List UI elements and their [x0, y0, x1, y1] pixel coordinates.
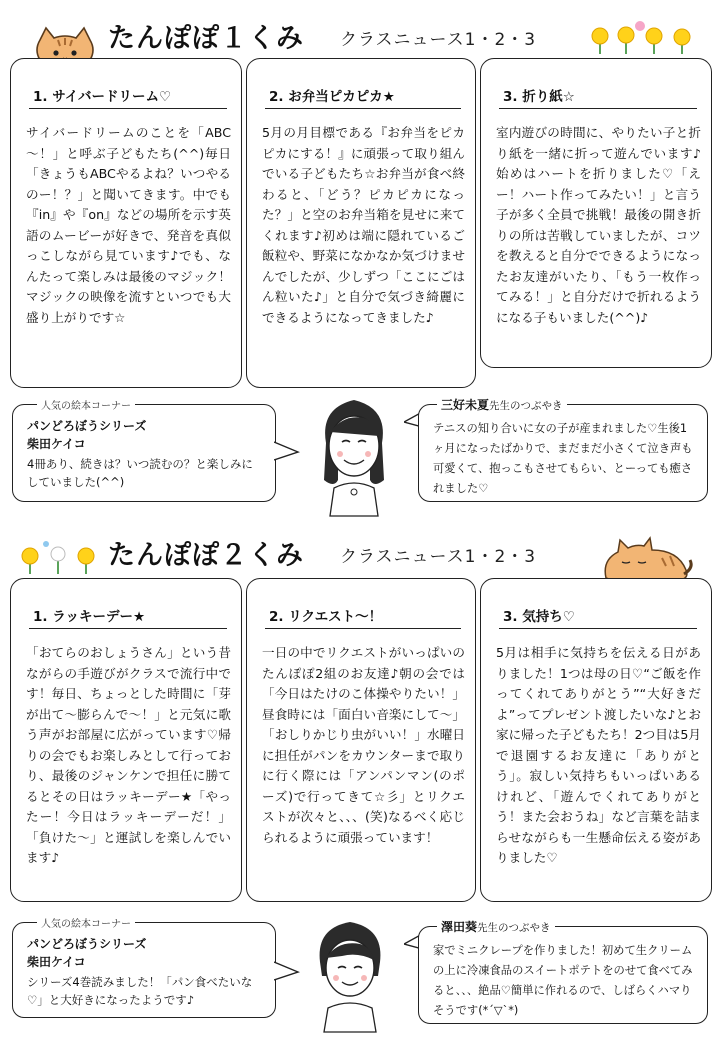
news-card-2: [246, 58, 476, 388]
class-news-label: クラスニュース1・2・3: [340, 30, 537, 50]
news-card-body: 一日の中でリクエストがいっぱいのたんぽぽ2組のお友達♪朝の会では「今日はたけのこ体操やりたい！」昼食時には「面白い音楽にして～」「おしりかじり虫がいい！」水曜日に担任がパンをカウンターまで取りに行く際には「アンパンマン(のポーズ)で行ってきて☆彡」とリクエストが次々と、、、(笑)なるべく応じられるように頑張っています！: [262, 645, 465, 845]
teacher-note: 家でミニクレープを作りました！初めて生クリームの上に冷凍食品のスイートポテトをのせて食べてみると、、、絶品♡簡単に作れるので、しばらくハマりそうです(*ˊ▽ˋ*): [433, 944, 693, 1017]
book-corner: [12, 401, 276, 502]
teacher-name: 三好未夏: [441, 398, 490, 412]
teacher-name: 澤田葵: [441, 920, 478, 934]
news-card-3: [480, 58, 712, 368]
teacher-portrait-icon: [302, 912, 398, 1034]
book-speech-tail: [274, 440, 300, 462]
news-card-2: [246, 578, 476, 902]
news-card-body: 5月の月目標である『お弁当をピカピカにする！』に頑張って取り組んでいる子どもたち☆お弁当が食べ終わると、「どう？ピカピカになった？」と空のお弁当箱を見せに来てくれます♪初めは端に隠れているご飯粒や、野菜になかなか気づけませんでしたが、少しずつ「ここにごはん粒いた♪」と自分で気づき綺麗にできるようになってきました♪: [262, 125, 465, 325]
teacher-suffix: 先生のつぶやき: [477, 922, 551, 934]
book-author: 柴田ケイコ: [27, 955, 86, 969]
book-author: 柴田ケイコ: [27, 437, 86, 451]
book-corner-label: 人気の絵本コーナー: [37, 915, 135, 930]
news-card-title: 2. リクエスト～！: [265, 605, 461, 629]
class-title: たんぽぽ２くみ: [108, 540, 304, 571]
class-news-label: クラスニュース1・2・3: [340, 547, 537, 567]
news-card-title: 1. ラッキーデー★: [29, 605, 227, 629]
teacher-name-label: [437, 396, 567, 413]
news-card-body: サイバードリームのことを「ABC～！」と呼ぶ子どもたち(^^)毎日「きょうもABCやるよね？いつやるのー！？」と聞いてきます。中でも『in』や『on』などの場所を示す英語のムービーが好きで、発音を真似っこしながら見ています♪でも、なんたって楽しみは最後のマジック！マジックの映像を流すといつでも大盛り上がりです☆: [26, 125, 231, 325]
news-card-title: 2. お弁当ピカピカ★: [265, 85, 461, 109]
news-card-1: [10, 58, 242, 388]
flowers-icon: [16, 540, 102, 574]
news-card-title: 3. 折り紙☆: [499, 85, 697, 109]
book-corner-label: 人気の絵本コーナー: [37, 397, 135, 412]
teacher-comment: [418, 920, 708, 1024]
teacher-note: テニスの知り合いに女の子が産まれました♡生後1ヶ月になったばかりで、まだまだ小さくて泣き声も可愛くて、抱っこもさせてもらい、とーっても癒されました♡: [433, 422, 693, 495]
news-card-body: 「おてらのおしょうさん」という昔ながらの手遊びがクラスで流行中です！毎日、ちょっとした時間に「芽が出て～膨らんで～！」と元気に歌う声がお部屋に広がっています♡帰りの会でもお楽しみとして行っており、最後のジャンケンで担任に勝てるとその日はラッキーデー★「やったー！今日はラッキーデーだ！」「負けた～」と運試しを楽しんでいます♪: [26, 645, 231, 865]
news-card-body: 5月は相手に気持ちを伝える日がありました！1つは母の日♡“ご飯を作ってくれてありがとう”“大好きだよ”ってプレゼント渡したいな♪とお家に帰った子どもたち！2つ目は5月で退園するお友達に「ありがとう」。寂しい気持ちもいっぱいあるけれど、「遊んでくれてありがとう！また会おうね」など言葉を詰まらせながらも一生懸命伝える姿がありました♡: [496, 645, 701, 865]
book-series: パンどろぼうシリーズ: [27, 419, 147, 433]
teacher-portrait-icon: [304, 388, 404, 518]
teacher-comment: [418, 398, 708, 502]
book-speech-tail: [274, 960, 300, 982]
book-series: パンどろぼうシリーズ: [27, 937, 147, 951]
book-note: シリーズ4巻読みました！「パン食べたいな♡」と大好きになったようです♪: [27, 975, 253, 1007]
teacher-suffix: 先生のつぶやき: [489, 400, 563, 412]
flowers-icon: [586, 20, 696, 54]
news-card-body: 室内遊びの時間に、やりたい子と折り紙を一緒に折って遊んでいます♪始めはハートを折りました♡「えー！ハート作ってみたい！」と言う子が多く全員で挑戦！最後の開き折りの所は苦戦していましたが、コツを教えると自分でできるようになったお友達がいたり、「もう一枚作ってみる！」と自分だけで折れるようになる子もいました(^^)♪: [496, 125, 701, 325]
news-card-1: [10, 578, 242, 902]
book-corner: [12, 919, 276, 1018]
book-note: 4冊あり、続きは？いつ読むの？と楽しみにしていました(^^): [27, 457, 253, 489]
news-card-3: [480, 578, 712, 902]
teacher-name-label: [437, 918, 555, 935]
sleeping-cat-icon: [596, 532, 696, 584]
news-card-title: 1. サイバードリーム♡: [29, 85, 227, 109]
class-title: たんぽぽ１くみ: [108, 23, 304, 54]
news-card-title: 3. 気持ち♡: [499, 605, 697, 629]
